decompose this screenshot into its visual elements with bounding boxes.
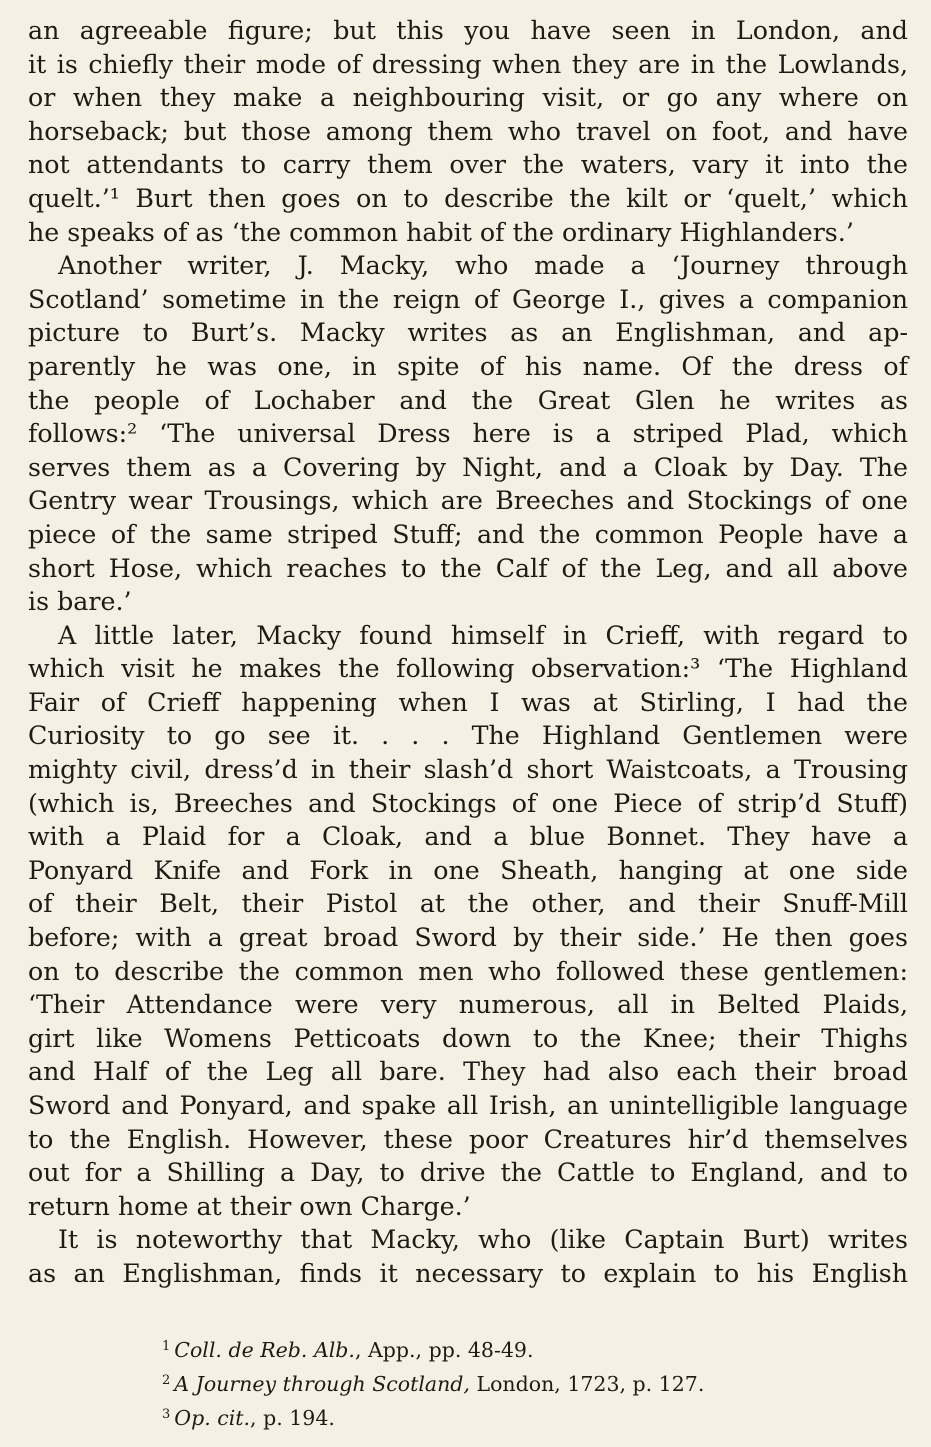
footnote: [162, 1330, 862, 1364]
text-line: (which is, Breeches and Stockings of one Piece of strip’d Stuff): [28, 788, 908, 818]
text-line: Curiosity to go see it. . . . The Highland Gentlemen were: [28, 721, 908, 751]
footnotes: [162, 1330, 862, 1432]
text-line: girt like Womens Petticoats down to the Knee; their Thighs: [28, 1023, 908, 1053]
text-line: is bare.’: [28, 587, 132, 617]
text-line: the people of Lochaber and the Great Glen he writes as: [28, 385, 908, 415]
text-line: before; with a great broad Sword by their side.’ He then goes: [28, 923, 908, 953]
text-line: not attendants to carry them over the waters, vary it into the: [28, 150, 908, 180]
body-text: [28, 14, 908, 1291]
text-line: out for a Shilling a Day, to drive the Cattle to England, and to: [28, 1158, 908, 1188]
text-line: with a Plaid for a Cloak, and a blue Bonnet. They have a: [28, 822, 908, 852]
footnote: [162, 1398, 862, 1432]
text-line: on to describe the common men who followed these gentlemen:: [28, 956, 908, 986]
text-line: Scotland’ sometime in the reign of George I., gives a companion: [28, 284, 908, 314]
text-line: picture to Burt’s. Macky writes as an Englishman, and ap-: [28, 318, 908, 348]
text-line: which visit he makes the following observation:³ ‘The Highland: [28, 654, 908, 684]
text-line: It is noteworthy that Macky, who (like Captain Burt) writes: [58, 1225, 908, 1255]
text-line: horseback; but those among them who travel on foot, and have: [28, 116, 908, 146]
text-line: or when they make a neighbouring visit, or go any where on: [28, 83, 908, 113]
footnote-marker: 1: [162, 1339, 171, 1354]
text-line: an agreeable figure; but this you have seen in London, and: [28, 16, 908, 45]
footnote-citation: London, 1723, p. 127.: [469, 1372, 705, 1396]
text-line: quelt.’¹ Burt then goes on to describe the kilt or ‘quelt,’ which: [28, 183, 908, 213]
text-line: A little later, Macky found himself in Crieff, with regard to: [58, 620, 908, 650]
footnote-source-title: Coll. de Reb. Alb.: [174, 1338, 355, 1362]
text-line: parently he was one, in spite of his name. Of the dress of: [28, 351, 908, 381]
text-line: short Hose, which reaches to the Calf of the Leg, and all above: [28, 553, 908, 583]
text-line: of their Belt, their Pistol at the other, and their Snuff-Mill: [28, 889, 908, 919]
text-line: Gentry wear Trousings, which are Breeches and Stockings of one: [28, 486, 908, 516]
footnote-marker: 3: [162, 1407, 171, 1422]
text-line: to the English. However, these poor Creatures hir’d themselves: [28, 1124, 908, 1154]
footnote-marker: 2: [162, 1373, 171, 1388]
text-line: it is chiefly their mode of dressing when they are in the Lowlands,: [28, 49, 908, 79]
text-line: mighty civil, dress’d in their slash’d short Waistcoats, a Trousing: [28, 755, 908, 785]
text-line: piece of the same striped Stuff; and the common People have a: [28, 519, 908, 549]
footnote: [162, 1364, 862, 1398]
text-line: Ponyard Knife and Fork in one Sheath, hanging at one side: [28, 855, 908, 885]
text-line: ‘Their Attendance were very numerous, all in Belted Plaids,: [28, 990, 908, 1020]
footnote-citation: , p. 194.: [250, 1406, 335, 1430]
text-line: as an Englishman, finds it necessary to explain to his English: [28, 1258, 908, 1288]
text-line: and Half of the Leg all bare. They had also each their broad: [28, 1057, 908, 1087]
text-line: he speaks of as ‘the common habit of the ordinary Highlanders.’: [28, 217, 854, 247]
text-line: follows:² ‘The universal Dress here is a striped Plad, which: [28, 419, 908, 449]
footnote-citation: , App., pp. 48-49.: [354, 1338, 534, 1362]
text-line: return home at their own Charge.’: [28, 1191, 471, 1221]
text-line: Another writer, J. Macky, who made a ‘Journey through: [58, 251, 908, 281]
text-line: Fair of Crieff happening when I was at Stirling, I had the: [28, 687, 908, 717]
text-line: serves them as a Covering by Night, and a Cloak by Day. The: [28, 452, 908, 482]
footnote-source-title: Op. cit.: [174, 1406, 251, 1430]
footnote-source-title: A Journey through Scotland,: [174, 1372, 470, 1396]
text-line: Sword and Ponyard, and spake all Irish, an unintelligible language: [28, 1091, 908, 1120]
